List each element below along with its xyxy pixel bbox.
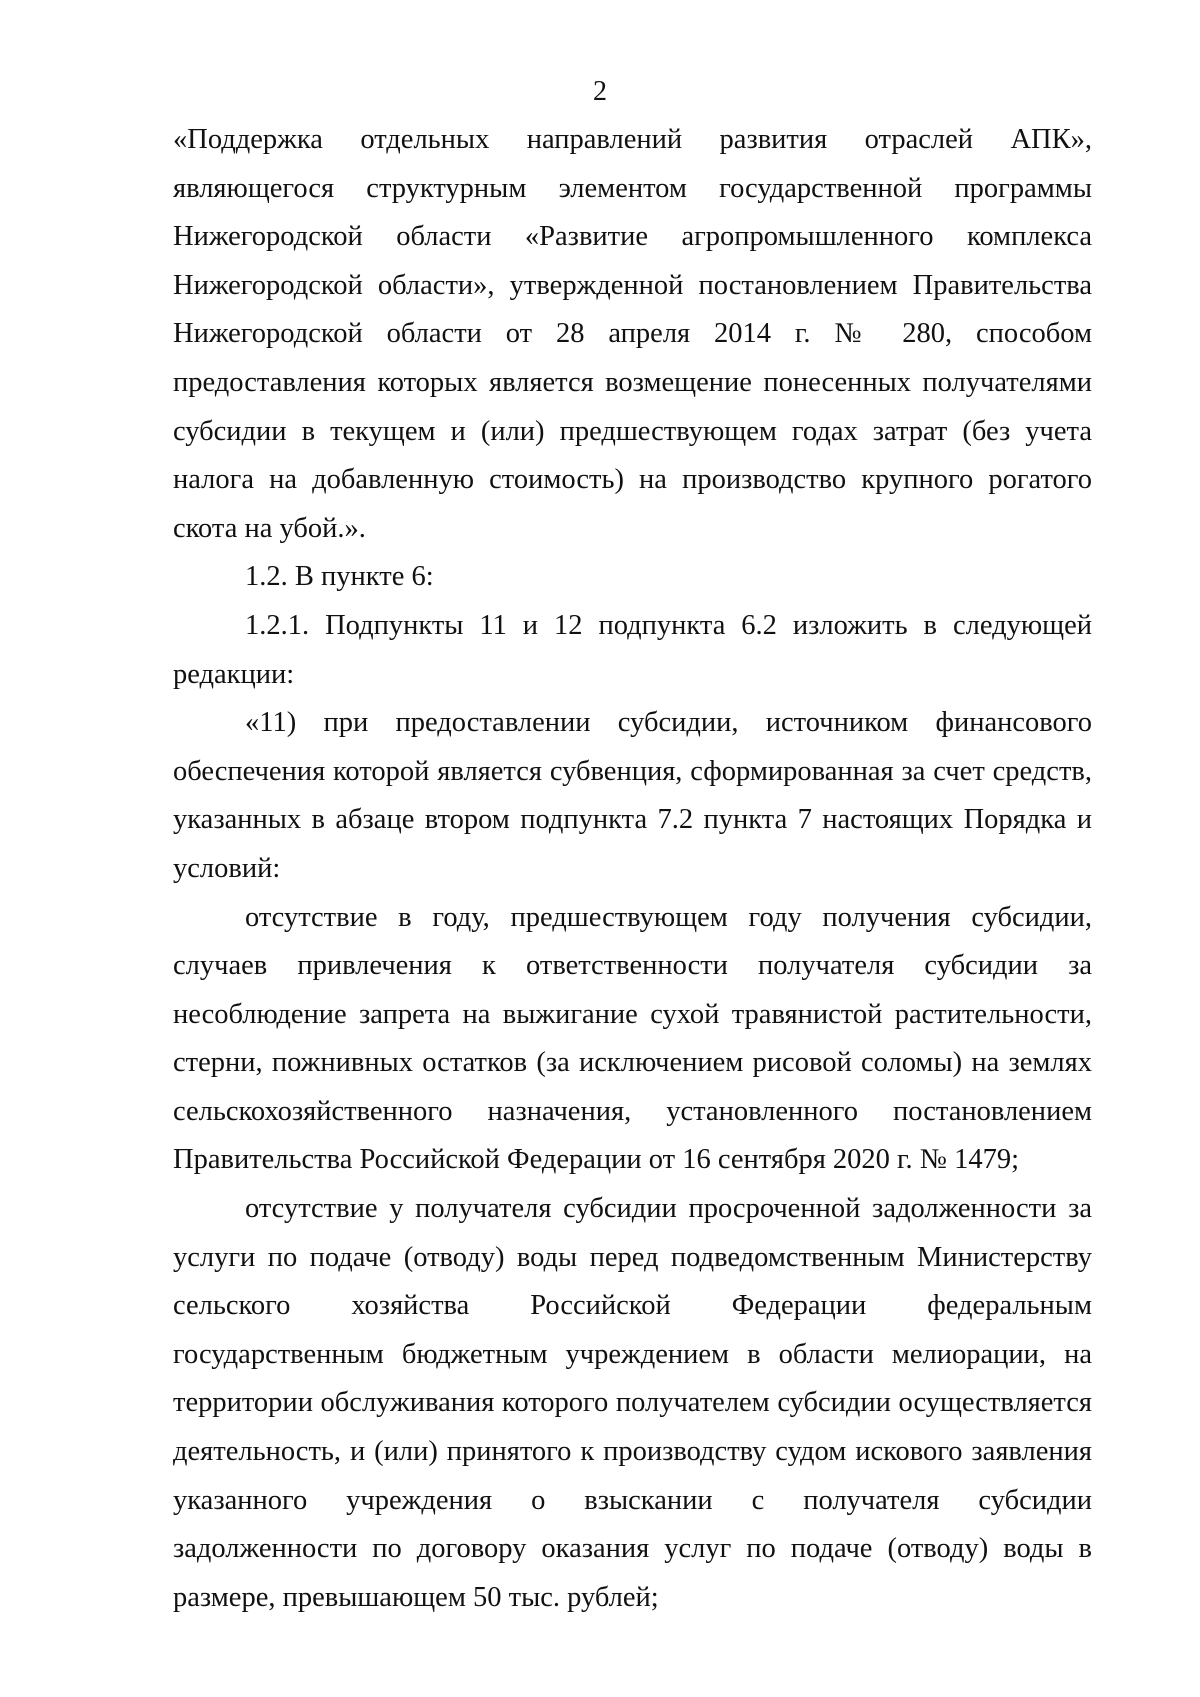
paragraph-condition-burning: отсутствие в году, предшествующем году получения субсидии, случаев привлечения к ответственности получателя субсидии за несоблюдение запрета на выжигание сухой травянистой растительности, стерни, пожнивных остатков (за исключением рисовой соломы) на землях сельскохозяйственного назначения, установленного постановлением Правительства Российской Федерации от 16 сентября 2020 г. № 1479; [173,901,1092,1176]
paragraph-condition-water-debt: отсутствие у получателя субсидии просроченной задолженности за услуги по подаче (отводу) воды перед подведомственным Министерству сельского хозяйства Российской Федерации федеральным государственным бюджетным учреждением в области мелиорации, на территории обслуживания которого получателем субсидии осуществляется деятельность, и (или) принятого к производству судом искового заявления указанного учреждения о взыскании с получателя субсидии задолженности по договору оказания услуг по подаче (отводу) воды в размере, превышающем 50 тыс. рублей; [173,1193,1092,1613]
page-number: 2 [593,76,607,107]
paragraph-subclause-11: «11) при предоставлении субсидии, источником финансового обеспечения которой является субвенция, сформированная за счет средств, указанных в абзаце втором подпункта 7.2 пункта 7 настоящих Порядка и условий: [173,707,1092,884]
paragraph-intro-continuation: «Поддержка отдельных направлений развития отраслей АПК», являющегося структурным элементом государственной программы Нижегородской области «Развитие агропромышленного комплекса Нижегородской области», утвержденной постановлением Правительства Нижегородской области от 28 апреля 2014 г. № 280, способом предоставления которых является возмещение понесенных получателями субсидии в текущем и (или) предшествующем годах затрат (без учета налога на добавленную стоимость) на производство крупного рогатого скота на убой.». [173,124,1092,544]
paragraph-clause-1-2-1: 1.2.1. Подпункты 11 и 12 подпункта 6.2 изложить в следующей редакции: [173,609,1092,690]
document-body [173,116,1092,1622]
paragraph-clause-1-2: 1.2. В пункте 6: [245,561,434,593]
